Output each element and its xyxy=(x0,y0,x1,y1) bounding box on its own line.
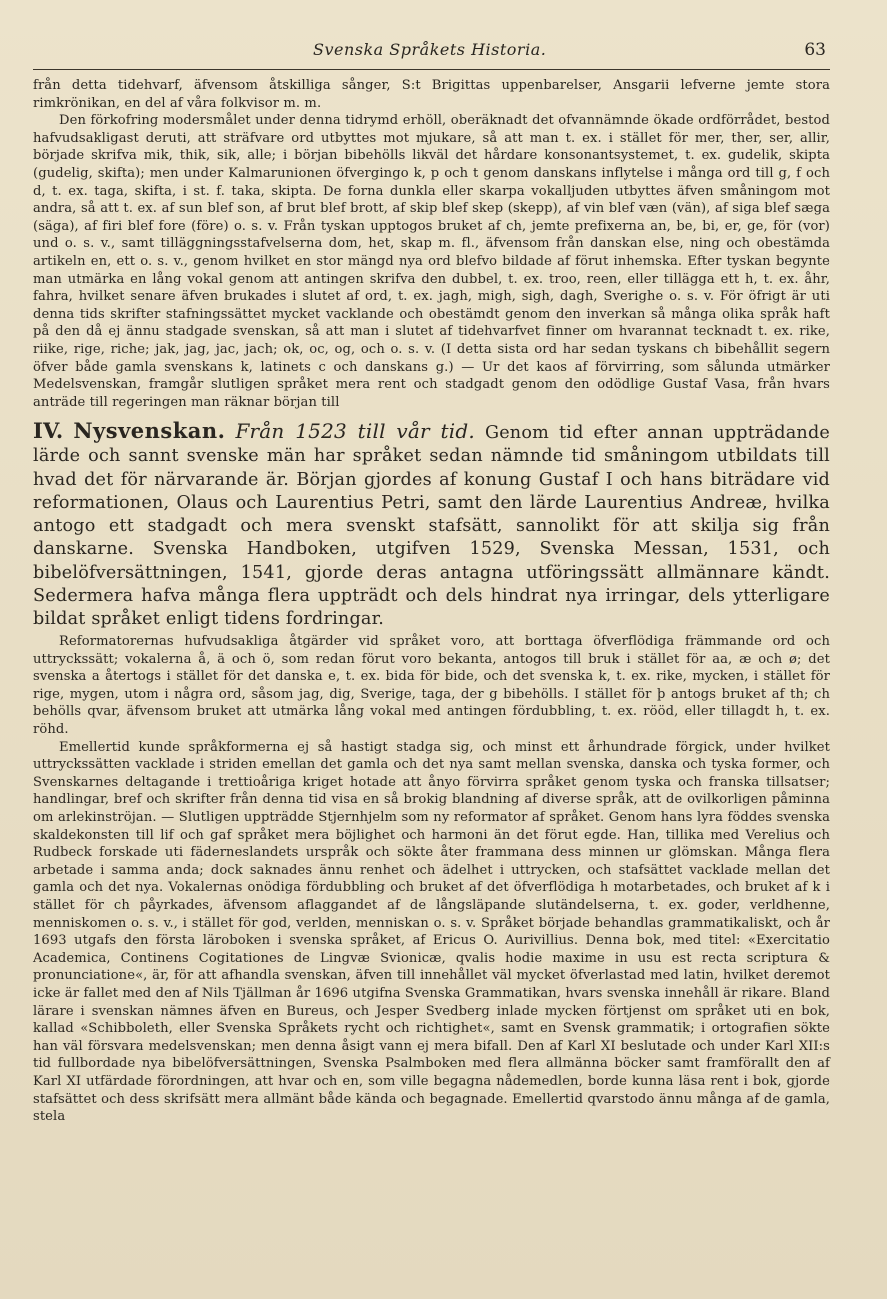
section-title: Nysvenskan. xyxy=(73,418,226,444)
section-number: IV. xyxy=(33,418,64,444)
paragraph-continuation: från detta tidehvarf, äfvensom åtskilliga sånger, S:t Brigittas uppenbarelser, Ansgarii lefverne jemte stora rimkrönikan, en del af våra folkvisor m. m. xyxy=(33,78,830,111)
page-number: 63 xyxy=(804,40,826,60)
section-nysvenskan xyxy=(33,419,830,631)
paragraph-medelsvenskan: Den förkofring modersmålet under denna tidrymd erhöll, oberäknadt det ofvannämnde ökade ordförrådet, bestod hafvudsakligast deruti, att sträfvare ord utbyttes mot mjukare, så att man t. ex. i stället för mer, ther, ser, allir, började skrifva mik, thik, sik, alle; i början bibehölls likväl det hårdare konsonantsystemet, t. ex. gudelik, skipta (gudelig, skifta); men under Kalmarunionen öfvergingo k, p och t genom danskans inflytelse i många ord till g, f och d, t. ex. taga, skifta, i st. f. taka, skipta. De forna dunkla eller skarpa vokalljuden utbyttes äfven småningom mot andra, så att t. ex. af sun blef son, af brut blef brott, af skip blef skep (skepp), af vin blef væn (vän), af siga blef sæga (säga), af firi blef fore (före) o. s. v. Från tyskan upptogos bruket af ch, jemte prefixerna an, be, bi, er, ge, för (vor) und o. s. v., samt tilläggningsstafvelserna dom, het, skap m. fl., äfvensom från danskan else, ning och obestämda artikeln en, ett o. s. v., genom hvilket en stor mängd nya ord blefvo bildade af förut inhemska. Efter tyskan begynte man utmärka en lång vokal genom att antingen skrifva den dubbel, t. ex. troo, reen, eller tillägga ett h, t. ex. åhr, fahra, hvilket senare äfven brukades i slutet af ord, t. ex. jagh, migh, sigh, dagh, Sverighe o. s. v. För öfrigt är uti denna tids skrifter stafningssättet mycket vacklande och obestämdt genom den inverkan så många olika språk haft på den då ej ännu stadgade svenskan, så att man i slutet af tidehvarfvet finner om hvarannat tecknadt t. ex. rike, riike, rige, riche; jak, jag, jac, jach; ok, oc, og, och o. s. v. (I detta sista ord har sedan tyskans ch bibehållit segern öfver både gamla svenskans k, latinets c och danskans g.) — Ur det kaos af förvirring, som sålunda utmärker Medelsvenskan, framgår slutligen språket mera rent och stadgadt genom den odödlige Gustaf Vasa, från hvars anträde till regeringen man räknar början till xyxy=(33,113,830,410)
paragraph-emellertid: Emellertid kunde språkformerna ej så hastigt stadga sig, och minst ett århundrade förgick, under hvilket uttryckssätten vacklade i striden emellan det gamla och det nya samt mellan svenska, danska och tyska former, och Svenskarnes deltagande i trettioåriga kriget hotade att ånyo förvirra språket genom tyska och franska tillsatser; handlingar, bref och skrifter från denna tid visa en så brokig blandning af diverse språk, att de ovilkorligen påminna om arlekinströjan. — Slutligen uppträdde Stjernhjelm som ny reformator af språket. Genom hans lyra föddes svenska skaldekonsten till lif och gaf språket mera böjlighet och harmoni än det förut egde. Han, tillika med Verelius och Rudbeck forskade uti fäderneslandets urspråk och sökte åter frammana dess minnen ur glömskan. Många flera arbetade i samma anda; dock saknades ännu renhet och ädelhet i uttrycken, och stafsättet vacklade mellan det gamla och det nya. Vokalernas onödiga fördubbling och bruket af det öfverflödiga h motarbetades, och bruket af k i stället för ch påyrkades, äfvensom aflaggandet af de långsläpande slutändelserna, t. ex. goder, verldhenne, menniskomen o. s. v., i stället för god, verlden, menniskan o. s. v. Språket började behandlas grammatikaliskt, och år 1693 utgafs den första läroboken i svenska språket, af Ericus O. Aurivillius. Denna bok, med titel: «Exercitatio Academica, Continens Cogitationes de Lingvæ Svionicæ, qvalis hodie maxime in usu est recta scriptura & pronunciatione«, är, för att afhandla svenskan, äfven till innehållet väl mycket öfverlastad med latin, hvilket deremot icke är fallet med den af Nils Tjällman år 1696 utgifna Svenska Grammatikan, hvars svenska innehåll är rikare. Bland lärare i svenskan nämnes äfven en Bureus, och Jesper Svedberg inlade mycken förtjenst om språket uti en bok, kallad «Schibboleth, eller Svenska Språkets rycht och richtighet«, samt en Svensk grammatik; i ortografien sökte han väl försvara medelsvenskan; men denna åsigt vann ej mera bifall. Den af Karl XI beslutade och under Karl XII:s tid fullbordade nya bibelöfversättningen, Svenska Psalmboken med flera allmänna böcker samt framförallt den af Karl XI utfärdade förordningen, att hvar och en, som ville begagna nådemedlen, borde kunna läsa rent i bok, gjorde stafsättet och dess skrifsätt mera allmänt både kända och begagnade. Emellertid qvarstodo ännu många af de gamla, stela xyxy=(33,739,830,1125)
page-header xyxy=(33,40,830,60)
header-rule xyxy=(33,69,830,70)
section-subtitle: Från 1523 till vår tid. xyxy=(235,419,475,444)
section-intro-text: Genom tid efter annan uppträdande lärde och sannt svenske män har språket sedan nämnde tid småningom utbildats till hvad det för närvarande är. Början gjordes af konung Gustaf I och hans biträdare vid reformationen, Olaus och Laurentius Petri, samt den lärde Laurentius Andreæ, hvilka antogo ett stadgadt och mera svenskt stafsätt, sannolikt för att skilja sig från danskarne. Svenska Handboken, utgifven 1529, Svenska Messan, 1531, och bibelöfversättningen, 1541, gjorde deras antagna utföringssätt allmännare kändt. Sedermera hafva många flera uppträdt och dels hindrat nya irringar, dels ytterligare bildat språket enligt tidens fordringar. xyxy=(33,423,831,629)
paragraph-reformatorer: Reformatorernas hufvudsakliga åtgärder vid språket voro, att borttaga öfverflödiga främmande ord och uttryckssätt; vokalerna å, ä och ö, som redan förut voro bekanta, antogos till bruk i stället för aa, æ och ø; det svenska a återtogs i stället för det danska e, t. ex. bida för bide, och det svenska k, t. ex. rike, mycken, i stället för rige, mygen, utom i några ord, såsom jag, dig, Sverige, taga, der g bibehölls. I stället för þ antogs bruket af th; ch behölls qvar, äfvensom bruket att utmärka lång vokal med antingen fördubbling, t. ex. rööd, eller tillagdt h, t. ex. röhd. xyxy=(33,634,830,738)
running-title: Svenska Språkets Historia. xyxy=(313,40,547,59)
